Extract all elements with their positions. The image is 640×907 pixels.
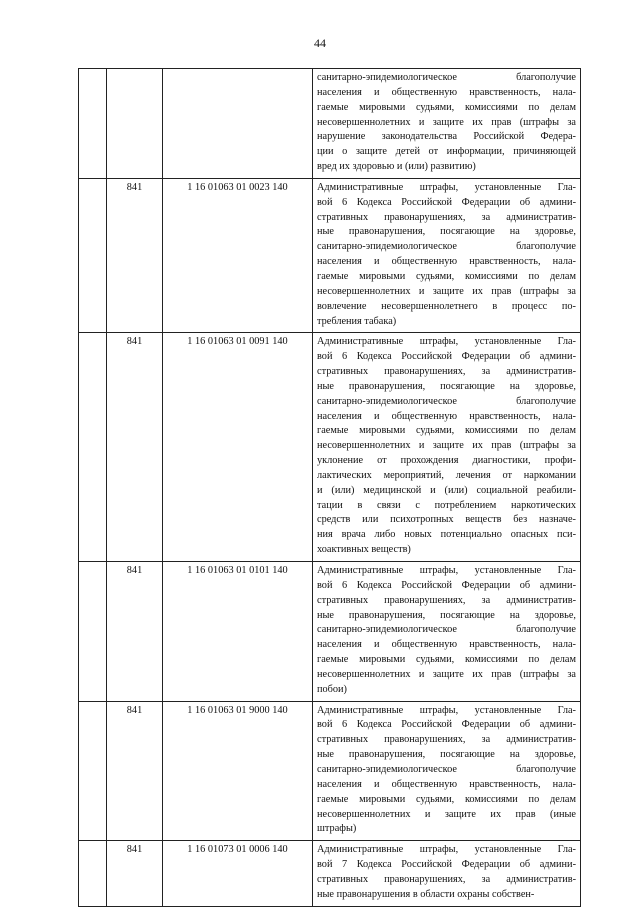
row-marker-cell xyxy=(79,69,107,179)
row-marker-cell xyxy=(79,841,107,906)
description-line: ные правонарушения в области охраны собствен- xyxy=(317,888,535,900)
description-cell xyxy=(313,178,581,332)
description-line: стративных правонарушениях, за административ- xyxy=(317,594,576,606)
budget-classification-code-cell: 1 16 01073 01 0006 140 xyxy=(163,841,313,906)
description-line: несовершеннолетних и защите их прав (штрафы за xyxy=(317,440,576,452)
description-line: санитарно-эпидемиологическое благополучие xyxy=(317,72,576,83)
description-line: несовершеннолетних и защите их прав (иные xyxy=(317,808,576,820)
description-line: стративных правонарушениях, за административ- xyxy=(317,211,576,223)
description-line: вой 6 Кодекса Российской Федерации об админи- xyxy=(317,196,576,208)
description-line: ции о защите детей от информации, причиняющей xyxy=(317,146,576,158)
description-line: требления табака) xyxy=(317,315,397,327)
description-line: побои) xyxy=(317,683,347,695)
description-line: лактических мероприятий, лечения от наркомании xyxy=(317,469,576,481)
table-row xyxy=(79,178,581,332)
description-line: тации в связи с потреблением наркотических xyxy=(317,499,576,511)
admin-code-cell: 841 xyxy=(107,178,163,332)
description-line: населения и общественную нравственность, нала- xyxy=(317,778,576,790)
description-line: гаемые мировыми судьями, комиссиями по делам xyxy=(317,425,576,437)
table-body xyxy=(79,69,581,907)
description-line: Административные штрафы, установленные Гла- xyxy=(317,565,576,576)
description-line: нарушение законодательства Российской Федера- xyxy=(317,131,576,143)
description-line: уклонение от прохождения диагностики, профи- xyxy=(317,455,576,467)
description-line: штрафы) xyxy=(317,823,357,835)
description-line: вой 6 Кодекса Российской Федерации об админи- xyxy=(317,719,576,731)
description-line: ные правонарушения, посягающие на здоровье, xyxy=(317,226,576,238)
description-line: ные правонарушения, посягающие на здоровье, xyxy=(317,380,576,392)
description-cell xyxy=(313,841,581,906)
description-line: средств или психотропных веществ без назначе- xyxy=(317,514,576,526)
description-line: санитарно-эпидемиологическое благополучие xyxy=(317,624,576,636)
description-line: санитарно-эпидемиологическое благополучие xyxy=(317,763,576,775)
description-line: хоактивных веществ) xyxy=(317,544,411,556)
description-line: несовершеннолетних и защите их прав (штрафы за xyxy=(317,285,576,297)
row-marker-cell xyxy=(79,333,107,562)
page-number: 44 xyxy=(314,36,326,50)
table-row xyxy=(79,333,581,562)
description-line: ные правонарушения, посягающие на здоровье, xyxy=(317,749,576,761)
description-line: вой 6 Кодекса Российской Федерации об админи- xyxy=(317,579,576,591)
admin-code-cell: 841 xyxy=(107,333,163,562)
description-line: ные правонарушения, посягающие на здоровье, xyxy=(317,609,576,621)
description-line: вой 6 Кодекса Российской Федерации об админи- xyxy=(317,351,576,363)
description-line: ния врача либо новых потенциально опасных пси- xyxy=(317,529,576,541)
admin-code-cell: 841 xyxy=(107,701,163,841)
description-cell xyxy=(313,562,581,702)
description-line: вовлечение несовершеннолетнего в процесс по- xyxy=(317,300,576,312)
table-row xyxy=(79,841,581,906)
budget-classification-code-cell: 1 16 01063 01 0101 140 xyxy=(163,562,313,702)
description-line: населения и общественную нравственность, нала- xyxy=(317,410,576,422)
description-line: гаемые мировыми судьями, комиссиями по делам xyxy=(317,654,576,666)
description-line: гаемые мировыми судьями, комиссиями по делам xyxy=(317,793,576,805)
description-line: стративных правонарушениях, за административ- xyxy=(317,366,576,378)
description-line: гаемые мировыми судьями, комиссиями по делам xyxy=(317,270,576,282)
table-row xyxy=(79,562,581,702)
description-cell xyxy=(313,701,581,841)
budget-classification-code-cell xyxy=(163,69,313,179)
description-cell xyxy=(313,69,581,179)
table-row xyxy=(79,69,581,179)
description-line: несовершеннолетних и защите их прав (штрафы за xyxy=(317,116,576,128)
row-marker-cell xyxy=(79,701,107,841)
description-line: вред их здоровью и (или) развитию) xyxy=(317,161,476,173)
description-line: санитарно-эпидемиологическое благополучие xyxy=(317,241,576,253)
description-line: населения и общественную нравственность, нала- xyxy=(317,639,576,651)
description-line: населения и общественную нравственность, нала- xyxy=(317,256,576,268)
description-line: населения и общественную нравственность, нала- xyxy=(317,86,576,98)
description-line: стративных правонарушениях, за административ- xyxy=(317,873,576,885)
budget-classification-code-cell: 1 16 01063 01 0023 140 xyxy=(163,178,313,332)
admin-code-cell: 841 xyxy=(107,562,163,702)
description-line: санитарно-эпидемиологическое благополучие xyxy=(317,395,576,407)
description-line: Административные штрафы, установленные Гла- xyxy=(317,336,576,348)
row-marker-cell xyxy=(79,178,107,332)
budget-classification-code-cell: 1 16 01063 01 0091 140 xyxy=(163,333,313,562)
description-line: Административные штрафы, установленные Гла- xyxy=(317,704,576,716)
description-line: стративных правонарушениях, за административ- xyxy=(317,734,576,746)
admin-code-cell: 841 xyxy=(107,841,163,906)
budget-codes-table xyxy=(78,68,581,907)
description-line: гаемые мировыми судьями, комиссиями по делам xyxy=(317,101,576,113)
description-line: Административные штрафы, установленные Гла- xyxy=(317,181,576,193)
description-line: вой 7 Кодекса Российской Федерации об админи- xyxy=(317,859,576,871)
admin-code-cell xyxy=(107,69,163,179)
description-line: и (или) медицинской и (или) социальной реабили- xyxy=(317,484,576,496)
description-cell xyxy=(313,333,581,562)
row-marker-cell xyxy=(79,562,107,702)
description-line: несовершеннолетних и защите их прав (штрафы за xyxy=(317,668,576,680)
table-row xyxy=(79,701,581,841)
budget-classification-code-cell: 1 16 01063 01 9000 140 xyxy=(163,701,313,841)
description-line: Административные штрафы, установленные Гла- xyxy=(317,844,576,856)
